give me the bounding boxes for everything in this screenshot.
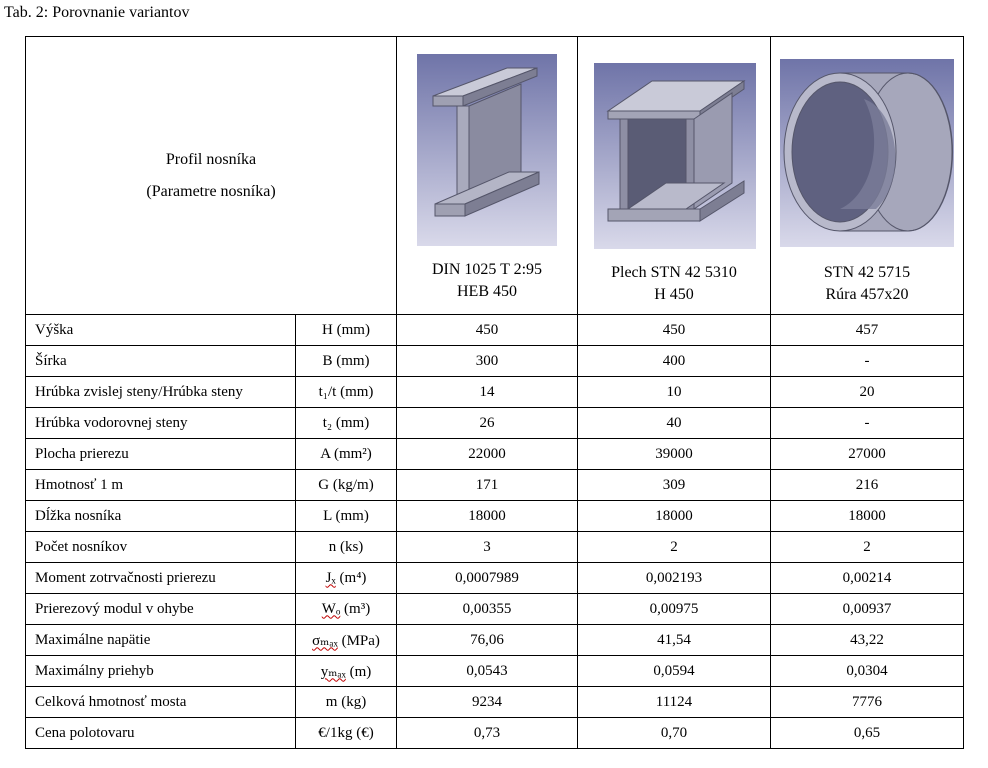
row-unit: A (mm²) — [296, 439, 397, 470]
row-label: Cena polotovaru — [26, 718, 296, 749]
row-unit — [296, 625, 397, 656]
variant-3-name: STN 42 5715 — [823, 264, 911, 281]
table-row — [26, 687, 964, 718]
row-unit: €/1kg (€) — [296, 718, 397, 749]
row-value-1: 171 — [397, 470, 578, 501]
row-unit: G (kg/m) — [296, 470, 397, 501]
table-row — [26, 439, 964, 470]
row-unit: L (mm) — [296, 501, 397, 532]
row-unit — [296, 563, 397, 594]
table-row — [26, 408, 964, 439]
row-value-3: 43,22 — [771, 625, 964, 656]
row-unit: m (kg) — [296, 687, 397, 718]
row-value-2: 400 — [578, 346, 771, 377]
row-label: Maximálne napätie — [26, 625, 296, 656]
variant-3-size: Rúra 457x20 — [825, 286, 909, 303]
row-value-1: 0,00355 — [397, 594, 578, 625]
unit-symbol: σₘₐₓ — [312, 632, 338, 649]
unit-symbol: Jₓ — [325, 569, 336, 586]
row-label: Moment zotrvačnosti prierezu — [26, 563, 296, 594]
table-row — [26, 377, 964, 408]
unit-rest: (m⁴) — [335, 569, 367, 586]
row-label: Počet nosníkov — [26, 532, 296, 563]
row-value-2: 0,00975 — [578, 594, 771, 625]
row-unit: B (mm) — [296, 346, 397, 377]
table-row — [26, 346, 964, 377]
table-caption: Tab. 2: Porovnanie variantov — [4, 4, 190, 21]
unit-rest: (MPa) — [337, 632, 380, 649]
row-label: Výška — [26, 315, 296, 346]
table-row — [26, 532, 964, 563]
row-label: Hrúbka vodorovnej steny — [26, 408, 296, 439]
row-value-3: 457 — [771, 315, 964, 346]
row-value-1: 3 — [397, 532, 578, 563]
row-value-1: 18000 — [397, 501, 578, 532]
unit-symbol: yₘₐₓ — [320, 663, 346, 680]
row-value-2: 41,54 — [578, 625, 771, 656]
row-unit — [296, 656, 397, 687]
row-value-1: 0,0543 — [397, 656, 578, 687]
row-unit: t₁/t (mm) — [296, 377, 397, 408]
table-row — [26, 625, 964, 656]
row-value-1: 0,0007989 — [397, 563, 578, 594]
row-value-3: 20 — [771, 377, 964, 408]
row-unit: t₂ (mm) — [296, 408, 397, 439]
row-value-2: 10 — [578, 377, 771, 408]
table-row — [26, 563, 964, 594]
row-value-1: 0,73 — [397, 718, 578, 749]
table-row — [26, 594, 964, 625]
box-beam-render-image — [594, 63, 756, 249]
pipe-render-image — [780, 59, 954, 247]
variant-2-header — [578, 37, 771, 315]
table-row — [26, 656, 964, 687]
row-value-2: 18000 — [578, 501, 771, 532]
unit-rest: (m) — [345, 663, 372, 680]
i-beam-render-image — [417, 54, 557, 246]
row-label: Plocha prierezu — [26, 439, 296, 470]
profile-subtitle: (Parametre nosníka) — [146, 182, 276, 200]
row-value-3: - — [771, 346, 964, 377]
row-value-2: 2 — [578, 532, 771, 563]
table-row — [26, 501, 964, 532]
profile-header-cell — [26, 37, 397, 315]
row-value-1: 22000 — [397, 439, 578, 470]
variant-1-header — [397, 37, 578, 315]
variant-1-size: HEB 450 — [457, 283, 517, 300]
header-row — [26, 37, 964, 315]
row-value-3: 18000 — [771, 501, 964, 532]
row-unit: n (ks) — [296, 532, 397, 563]
row-label: Celková hmotnosť mosta — [26, 687, 296, 718]
row-value-2: 11124 — [578, 687, 771, 718]
variant-1-name: DIN 1025 T 2:95 — [431, 261, 543, 278]
row-value-3: 27000 — [771, 439, 964, 470]
row-value-1: 26 — [397, 408, 578, 439]
row-value-3: 0,00937 — [771, 594, 964, 625]
row-label: Hmotnosť 1 m — [26, 470, 296, 501]
row-value-2: 0,0594 — [578, 656, 771, 687]
row-value-2: 309 — [578, 470, 771, 501]
table-row — [26, 718, 964, 749]
row-value-1: 14 — [397, 377, 578, 408]
row-value-1: 450 — [397, 315, 578, 346]
variant-3-header — [771, 37, 964, 315]
table-row — [26, 470, 964, 501]
row-label: Hrúbka zvislej steny/Hrúbka steny — [26, 377, 296, 408]
row-unit: H (mm) — [296, 315, 397, 346]
row-value-2: 0,70 — [578, 718, 771, 749]
row-value-2: 40 — [578, 408, 771, 439]
row-value-3: 216 — [771, 470, 964, 501]
variant-2-name: Plech STN 42 5310 — [611, 264, 737, 281]
row-value-1: 76,06 — [397, 625, 578, 656]
row-label: Maximálny priehyb — [26, 656, 296, 687]
row-value-2: 450 — [578, 315, 771, 346]
row-value-3: - — [771, 408, 964, 439]
row-label: Šírka — [26, 346, 296, 377]
row-value-3: 0,0304 — [771, 656, 964, 687]
row-label: Dĺžka nosníka — [26, 501, 296, 532]
unit-symbol: Wₒ — [321, 600, 341, 617]
row-value-3: 2 — [771, 532, 964, 563]
row-value-3: 7776 — [771, 687, 964, 718]
row-value-3: 0,65 — [771, 718, 964, 749]
variant-2-size: H 450 — [654, 286, 694, 303]
unit-rest: (m³) — [340, 600, 371, 617]
row-value-1: 9234 — [397, 687, 578, 718]
row-label: Prierezový modul v ohybe — [26, 594, 296, 625]
row-value-2: 0,002193 — [578, 563, 771, 594]
row-value-1: 300 — [397, 346, 578, 377]
table-row — [26, 315, 964, 346]
comparison-table — [25, 36, 964, 749]
row-unit — [296, 594, 397, 625]
row-value-2: 39000 — [578, 439, 771, 470]
profile-title: Profil nosníka — [165, 150, 257, 168]
row-value-3: 0,00214 — [771, 563, 964, 594]
